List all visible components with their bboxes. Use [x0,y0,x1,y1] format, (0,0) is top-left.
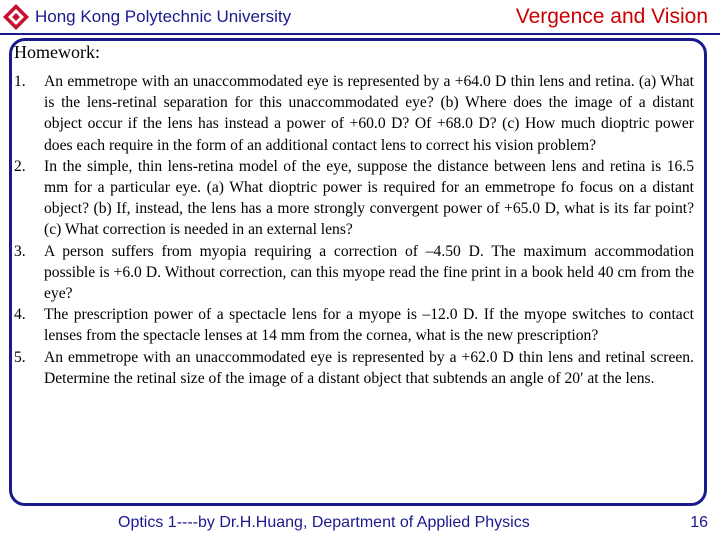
problem-number: 5. [14,348,26,366]
problem-text: An emmetrope with an unaccommodated eye is represented by a +62.0 D thin lens and retinal screen. Determine the retinal size of the image of a distant object that subtends an angle of 20′ at the lens. [44,348,694,387]
homework-heading: Homework: [14,42,100,62]
problem-number: 3. [14,242,26,260]
problem-number: 2. [14,157,26,175]
homework-list [14,71,694,389]
university-logo-icon [2,3,30,31]
list-item [14,304,694,346]
problem-text: In the simple, thin lens-retina model of the eye, suppose the distance between lens and retina is 16.5 mm for a particular eye. (a) What dioptric power is required for an emmetrope fo focus on a distant object? (b) If, instead, the lens has a more strongly convergent power of +65.0 D, what is its far point? (c) What correction is needed in an external lens? [44,157,694,239]
page-number: 16 [690,514,708,531]
footer-credit: Optics 1----by Dr.H.Huang, Department of Applied Physics [118,514,530,531]
problem-text: The prescription power of a spectacle lens for a myope is –12.0 D. If the myope switches to contact lenses from the spectacle lenses at 14 mm from the cornea, what is the new prescription? [44,306,694,345]
list-item [14,347,694,389]
problem-number: 4. [14,306,26,324]
problem-text: An emmetrope with an unaccommodated eye is represented by a +64.0 D thin lens and retina. (a) What is the lens-retinal separation for this unaccommodated eye? (b) Where does the image of a distant object occur if the lens has instead a power of +60.0 D? Of +68.0 D? (c) How much dioptric power does each require in the form of an additional contact lens to correct his vision problem? [44,73,694,154]
problem-number: 1. [14,73,26,90]
slide-title: Vergence and Vision [515,5,708,28]
problem-text: A person suffers from myopia requiring a correction of –4.50 D. The maximum accommodation possible is +6.0 D. Without correction, can this myope read the fine print in a book held 40 cm from the eye? [44,242,694,303]
university-name: Hong Kong Polytechnic University [35,7,292,26]
header-divider [0,33,720,35]
list-item [14,241,694,305]
list-item [14,71,694,156]
list-item [14,156,694,241]
